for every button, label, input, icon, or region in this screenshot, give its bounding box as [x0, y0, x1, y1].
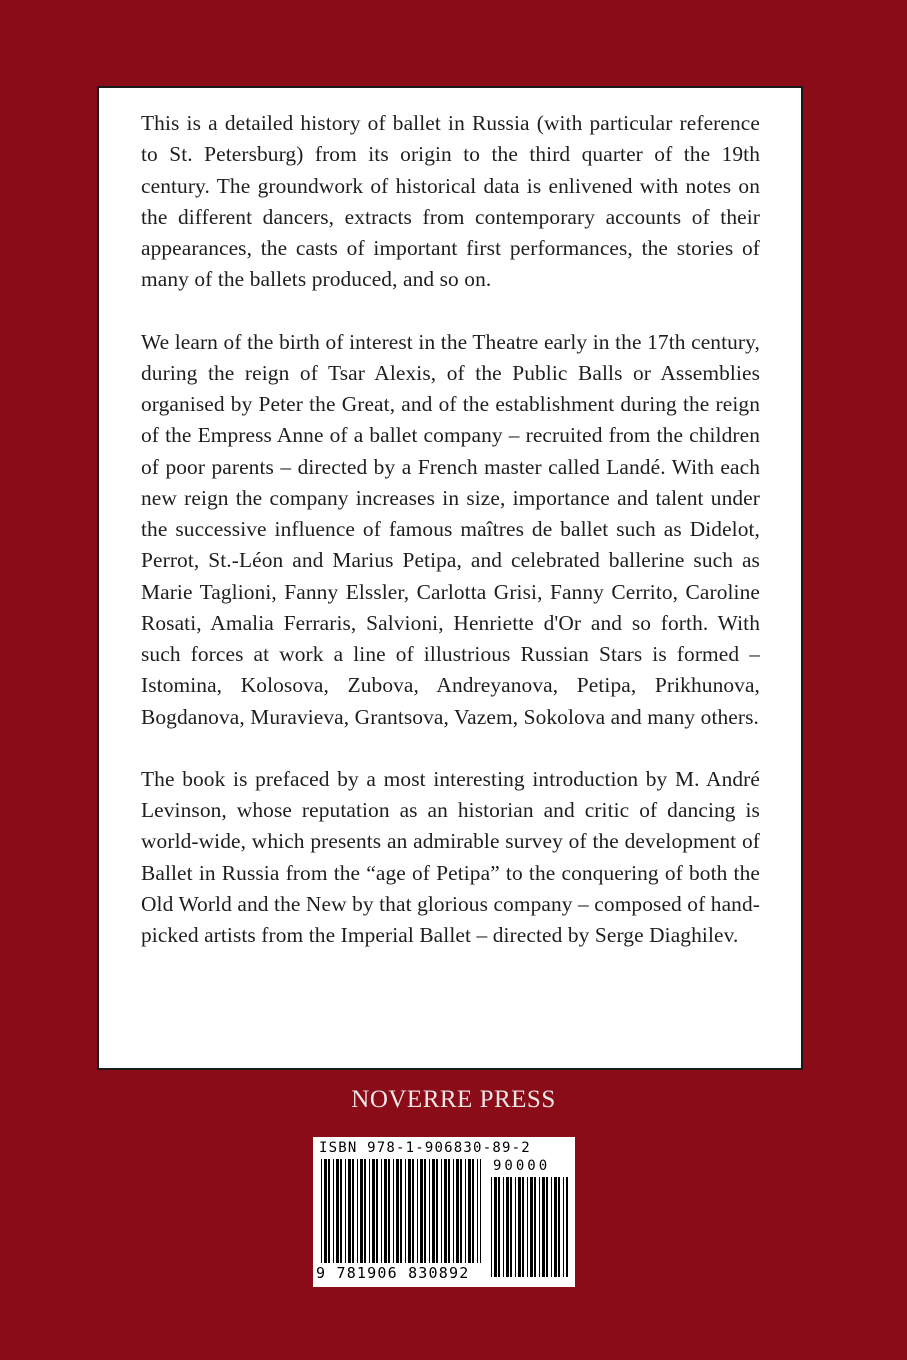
barcode-bar	[432, 1159, 435, 1263]
barcode-bar	[333, 1159, 334, 1263]
barcode-bar	[558, 1177, 560, 1277]
barcode-bar	[348, 1159, 351, 1263]
barcode-digits: 9 781906 830892	[316, 1264, 470, 1282]
barcode-bar	[340, 1159, 342, 1263]
barcode-bar	[396, 1159, 399, 1263]
barcode-bar	[336, 1159, 339, 1263]
barcode-bar	[408, 1159, 411, 1263]
barcode-bar	[551, 1177, 552, 1277]
barcode-bar	[441, 1159, 442, 1263]
barcode-bar	[417, 1159, 418, 1263]
barcode-bar	[472, 1159, 474, 1263]
barcode-bar	[456, 1159, 459, 1263]
barcode-bar	[384, 1159, 387, 1263]
barcode-bar	[420, 1159, 423, 1263]
barcode-bar	[494, 1177, 497, 1277]
barcode-bar	[546, 1177, 548, 1277]
barcode-bar	[360, 1159, 363, 1263]
blurb-paragraph-2: We learn of the birth of interest in the Theatre early in the 17th century, during the reign of Tsar Alexis, of the Public Balls or Assemblies organised by Peter the Great, and of the establishment during the reign of the Empress Anne of a ballet company – recruited from the children of poor parents – directed by a French master called Landé. With each new reign the company increases in size, importance and talent under the successive influence of famous maîtres de ballet such as Didelot, Perrot, St.-Léon and Marius Petipa, and celebrated ballerine such as Marie Taglioni, Fanny Elssler, Carlotta Grisi, Fanny Cerrito, Caroline Rosati, Amalia Ferraris, Salvioni, Henriette d'Or and so forth. With such forces at work a line of illustrious Russian Stars is formed – Istomina, Kolosova, Zubova, Andreyanova, Petipa, Prikhunova, Bogdanova, Muravieva, Grantsova, Vazem, Sokolova and many others.	[141, 329, 760, 729]
barcode-bar	[465, 1159, 466, 1263]
barcode-bar	[480, 1159, 481, 1263]
barcode-bar	[498, 1177, 500, 1277]
barcode-bar	[369, 1159, 370, 1263]
barcode-bar	[444, 1159, 447, 1263]
barcode-bar	[542, 1177, 545, 1277]
isbn-label: ISBN 978-1-906830-89-2	[319, 1140, 531, 1156]
barcode-bar	[566, 1177, 568, 1277]
barcode-bar	[515, 1177, 516, 1277]
barcode-bar	[321, 1159, 322, 1263]
barcode-bar	[376, 1159, 378, 1263]
barcode-bar	[412, 1159, 414, 1263]
barcode-bar	[503, 1177, 504, 1277]
barcode-bar	[400, 1159, 402, 1263]
barcode-bar	[539, 1177, 540, 1277]
barcode-bar	[448, 1159, 450, 1263]
barcode-bar	[393, 1159, 394, 1263]
barcode-bar	[477, 1159, 478, 1263]
barcode-bar	[405, 1159, 406, 1263]
isbn-barcode	[313, 1137, 575, 1287]
barcode-bar	[491, 1177, 492, 1277]
barcode-bar	[372, 1159, 375, 1263]
barcode-bar	[468, 1159, 471, 1263]
barcode-bar	[436, 1159, 438, 1263]
blurb-paragraph-3: The book is prefaced by a most interesting introduction by M. André Levinson, whose reputation as an historian and critic of dancing is world-wide, which presents an admirable survey of the development of Ballet in Russia from the “age of Petipa” to the conquering of both the Old World and the New by that glorious company – composed of hand-picked artists from the Imperial Ballet – directed by Serge Diaghilev.	[141, 766, 760, 947]
barcode-bar	[527, 1177, 528, 1277]
barcode-bar	[518, 1177, 521, 1277]
barcode-bar	[563, 1177, 564, 1277]
barcode-bar	[510, 1177, 512, 1277]
barcode-bar	[534, 1177, 536, 1277]
barcode-bar	[364, 1159, 366, 1263]
barcode-bar	[554, 1177, 557, 1277]
barcode-bar	[530, 1177, 533, 1277]
publisher-name: NOVERRE PRESS	[351, 1086, 556, 1113]
blurb-paragraph-1: This is a detailed history of ballet in Russia (with particular reference to St. Petersburg) from its origin to the third quarter of the 19th century. The groundwork of historical data is enlivened with notes on the different dancers, extracts from contemporary accounts of their appearances, the casts of important first performances, the stories of many of the ballets produced, and so on.	[141, 111, 760, 292]
barcode-bar	[424, 1159, 426, 1263]
barcode-bar	[381, 1159, 382, 1263]
blurb-panel	[97, 86, 803, 1070]
barcode-bar	[324, 1159, 327, 1263]
barcode-bar	[352, 1159, 354, 1263]
barcode-bar	[453, 1159, 454, 1263]
barcode-bar	[429, 1159, 430, 1263]
barcode-bar	[522, 1177, 524, 1277]
barcode-bar	[345, 1159, 346, 1263]
barcode-addon-digits: 90000	[493, 1158, 551, 1174]
barcode-bar	[328, 1159, 330, 1263]
barcode-bar	[506, 1177, 509, 1277]
barcode-bar	[357, 1159, 358, 1263]
barcode-bar	[388, 1159, 390, 1263]
barcode-bar	[460, 1159, 462, 1263]
